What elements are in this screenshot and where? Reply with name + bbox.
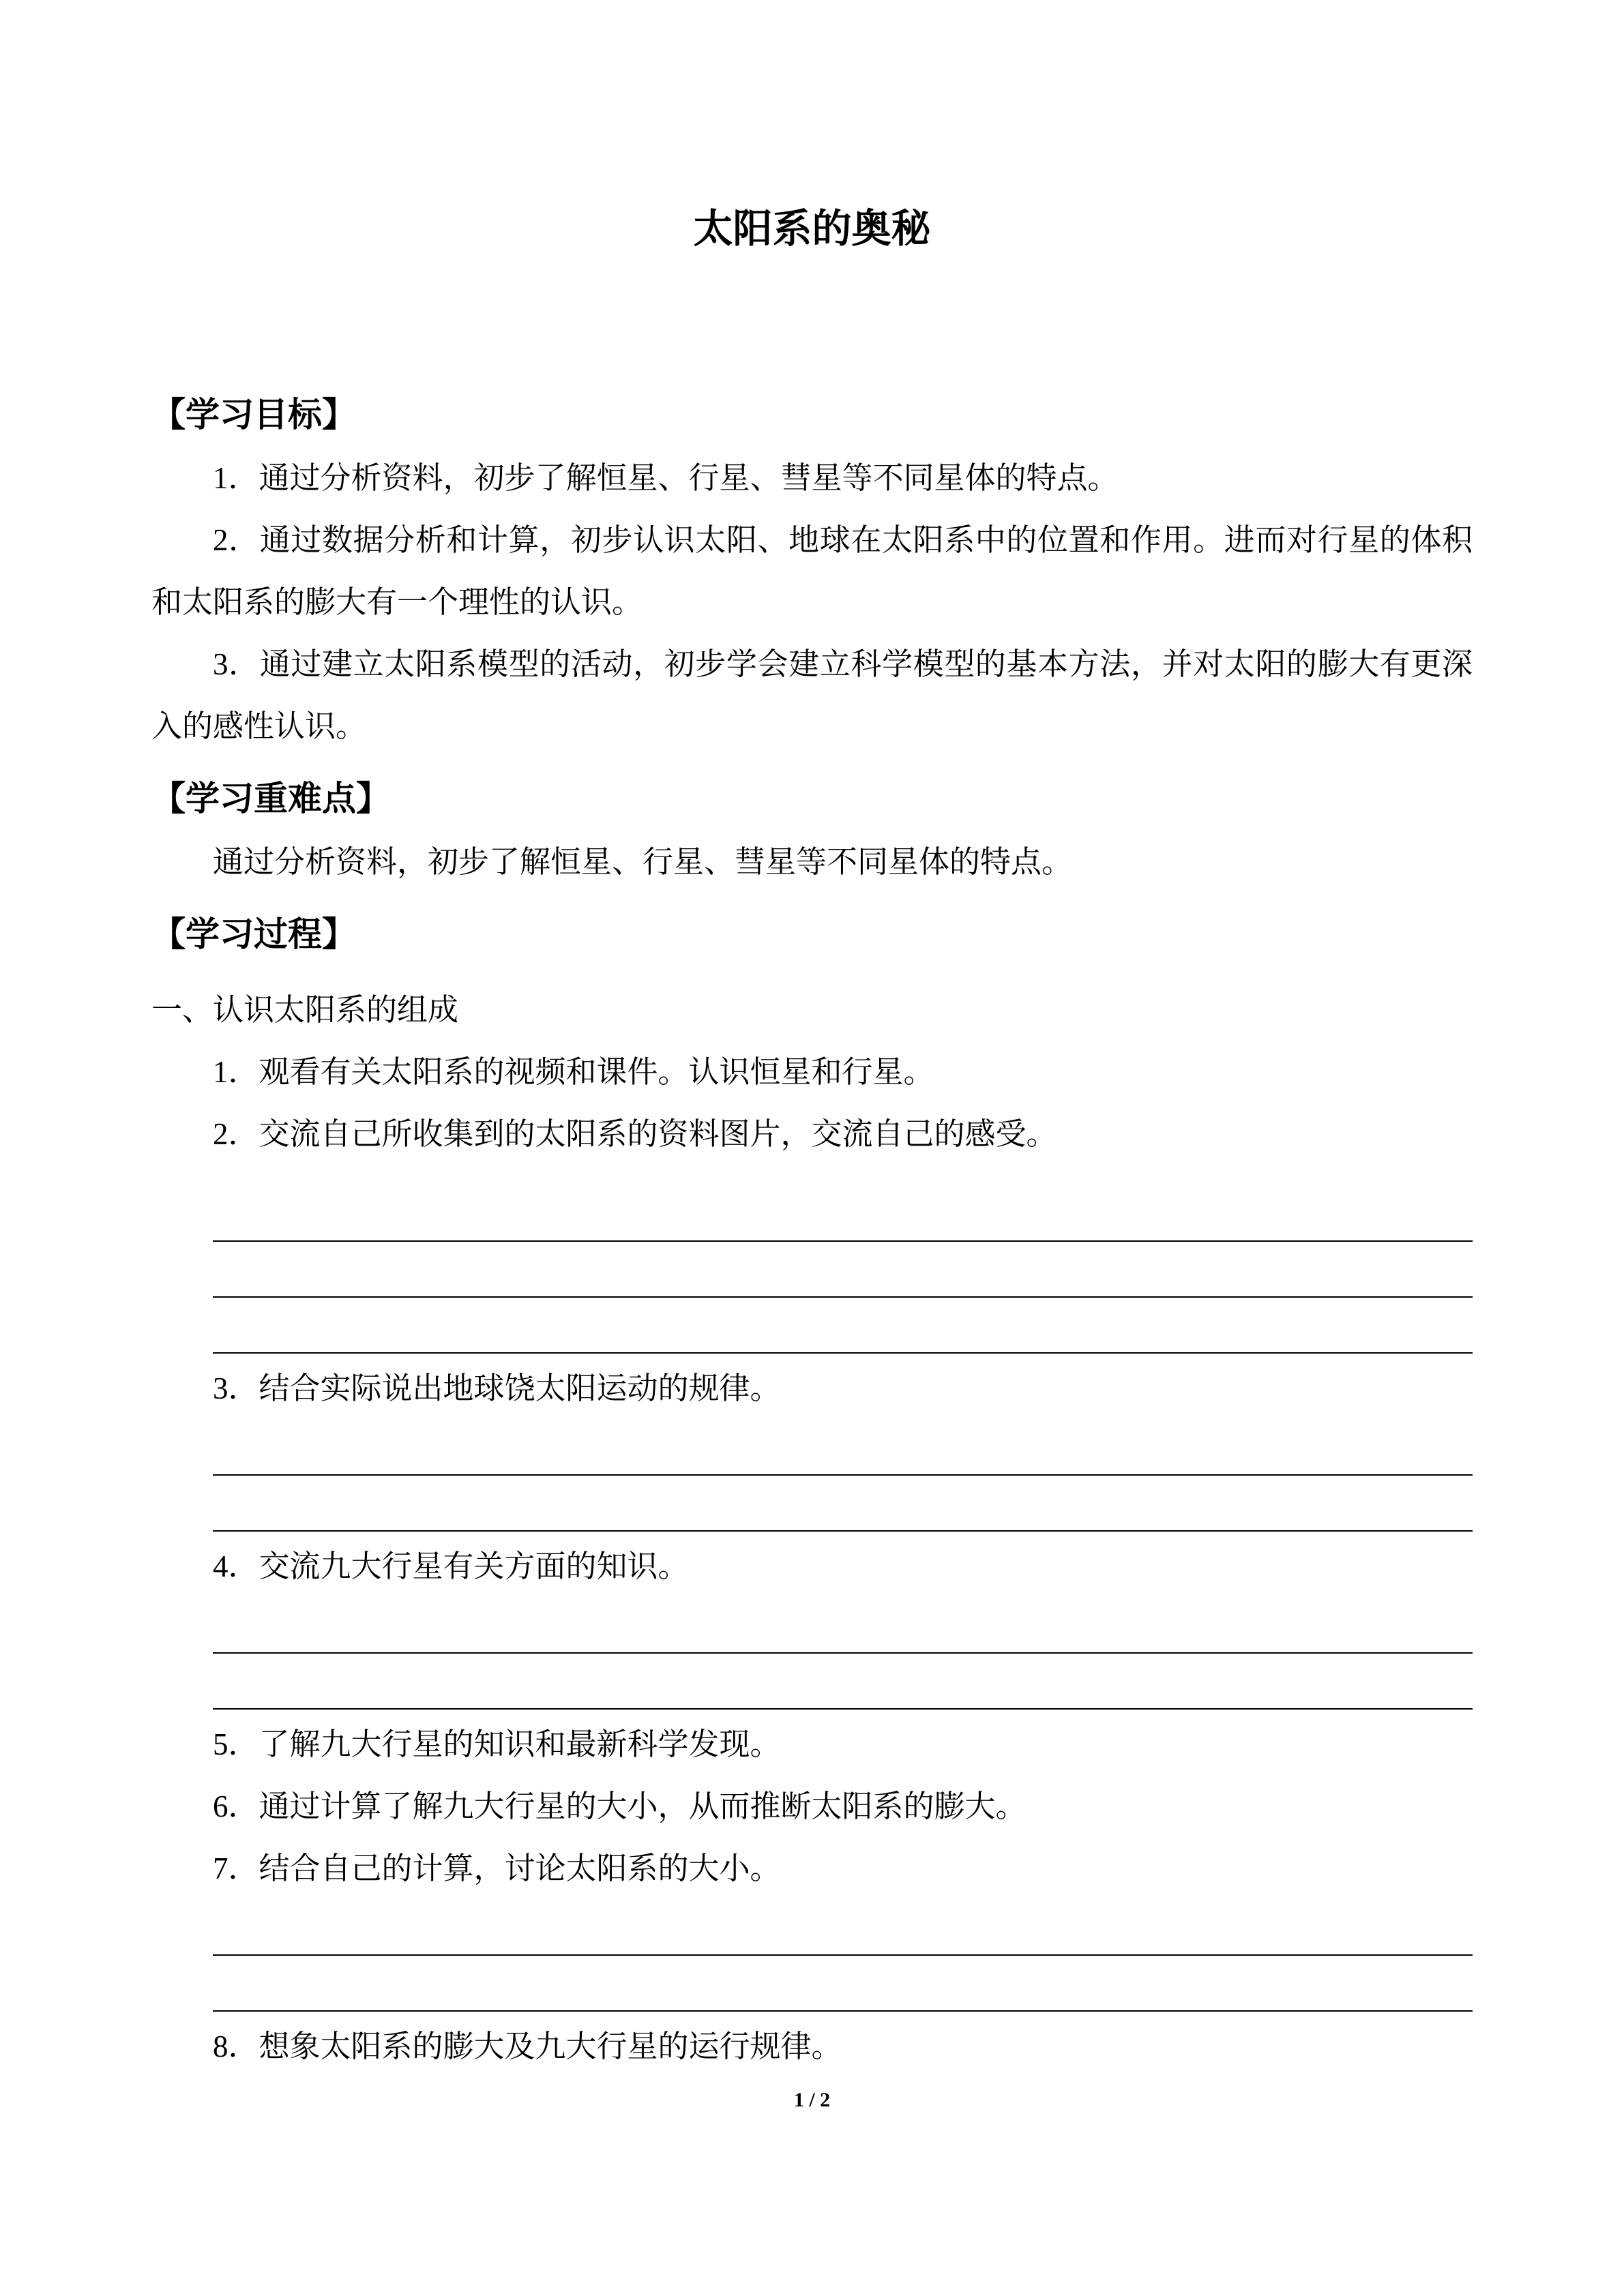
heading-key-points: 【学习重难点】	[151, 779, 390, 818]
answer-line	[213, 1242, 1473, 1298]
answer-line	[213, 1598, 1473, 1654]
paragraph-step-7: 7．结合自己的计算，讨论太阳系的大小。	[213, 1851, 781, 1885]
paragraph-step-8: 8．想象太阳系的膨大及九大行星的运行规律。	[213, 2029, 842, 2063]
paragraph-goal-2: 2．通过数据分析和计算，初步认识太阳、地球在太阳系中的位置和作用。进而对行星的体积和太阳系的膨大有一个理性的认识。	[151, 523, 1473, 619]
answer-line	[213, 1900, 1473, 1956]
answer-line	[213, 1956, 1473, 2012]
answer-line	[213, 1420, 1473, 1476]
heading-learning-process: 【学习过程】	[151, 915, 356, 953]
paragraph-goal-3: 3．通过建立太阳系模型的活动，初步学会建立科学模型的基本方法，并对太阳的膨大有更深入的感性认识。	[151, 647, 1473, 743]
paragraph-step-4: 4．交流九大行星有关方面的知识。	[213, 1549, 689, 1583]
answer-lines-group-4	[213, 1900, 1473, 2012]
paragraph-step-6: 6．通过计算了解九大行星的大小，从而推断太阳系的膨大。	[213, 1789, 1027, 1823]
answer-lines-group-3	[213, 1598, 1473, 1710]
answer-line	[213, 1298, 1473, 1354]
paragraph-step-3: 3．结合实际说出地球饶太阳运动的规律。	[213, 1371, 781, 1405]
answer-lines-group-2	[213, 1420, 1473, 1532]
section-1-title: 一、认识太阳系的组成	[151, 993, 459, 1027]
paragraph-key-points: 通过分析资料，初步了解恒星、行星、彗星等不同星体的特点。	[213, 845, 1073, 879]
page-number: 1 / 2	[793, 2089, 831, 2111]
paragraph-step-1: 1．观看有关太阳系的视频和课件。认识恒星和行星。	[213, 1055, 934, 1089]
answer-line	[213, 1476, 1473, 1532]
document-title: 太阳系的奥秘	[693, 207, 931, 251]
heading-learning-goals: 【学习目标】	[151, 396, 356, 434]
answer-line	[213, 1654, 1473, 1710]
answer-line	[213, 1186, 1473, 1242]
answer-lines-group-1	[213, 1186, 1473, 1354]
paragraph-step-2: 2．交流自己所收集到的太阳系的资料图片，交流自己的感受。	[213, 1117, 1057, 1151]
paragraph-goal-1: 1．通过分析资料，初步了解恒星、行星、彗星等不同星体的特点。	[213, 461, 1119, 495]
paragraph-step-5: 5．了解九大行星的知识和最新科学发现。	[213, 1727, 781, 1761]
